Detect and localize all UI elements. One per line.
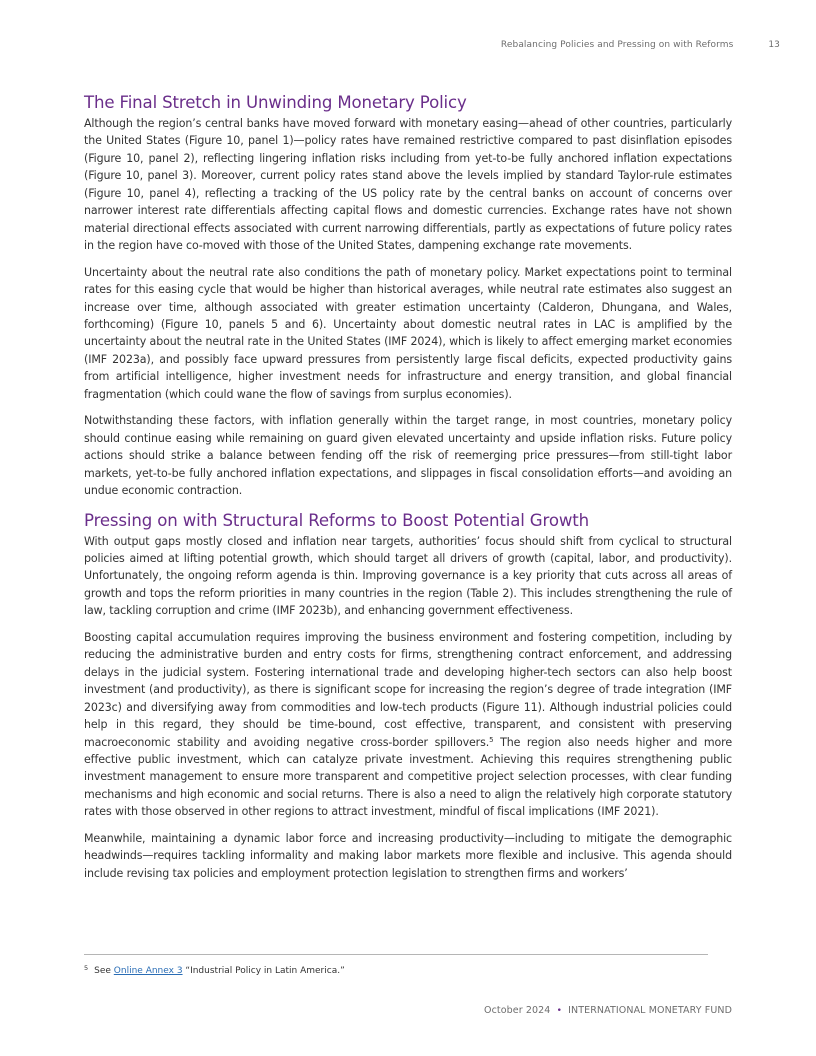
- paragraph-text-before-footnote: Boosting capital accumulation requires improving the business environment and fostering competition, including by reducing the administrative burden and entry costs for firms, strengthening contract enforcement, and addressing delays in the judicial system. Fostering international trade and developing higher-tech sectors can also help boost investment (and productivity), as there is significant scope for increasing the region’s degree of trade integration (IMF 2023c) and diversifying away from commodities and low-tech products (Figure 11). Although industrial policies could help in this regard, they should be time-bound, cost effective, transparent, and consistent with preserving macroeconomic stability and avoiding negative cross-border spillovers.: [84, 630, 732, 749]
- paragraph: With output gaps mostly closed and inflation near targets, authorities’ focus should shift from cyclical to structural policies aimed at lifting potential growth, which should target all drivers of growth (capital, labor, and productivity). Unfortunately, the ongoing reform agenda is thin. Improving governance is a key priority that cuts across all areas of growth and tops the reform priorities in many countries in the region (Table 2). This includes strengthening the rule of law, tackling corruption and crime (IMF 2023b), and enhancing government effectiveness.: [84, 534, 732, 618]
- footnote-reference[interactable]: 5: [489, 735, 494, 744]
- paragraph: Uncertainty about the neutral rate also conditions the path of monetary policy. Market expectations point to terminal rates for this easing cycle that would be higher than historical averages, while neutral rate estimates also suggest an increase over time, although associated with greater estimation uncertainty (Calderon, Dhungana, and Wales, forthcoming) (Figure 10, panels 5 and 6). Uncertainty about domestic neutral rates in LAC is amplified by the uncertainty about the neutral rate in the United States (IMF 2024), which is likely to affect emerging market economies (IMF 2023a), and possibly face upward pressures from persistently large fiscal deficits, expected productivity gains from artificial intelligence, higher investment needs for infrastructure and energy transition, and global financial fragmentation (which could wane the flow of savings from surplus economies).: [84, 265, 732, 401]
- page-footer: [484, 1005, 732, 1016]
- page-number: 13: [768, 40, 780, 50]
- paragraph-with-footnote: [84, 629, 732, 821]
- footer-organization: INTERNATIONAL MONETARY FUND: [568, 1005, 732, 1016]
- footnote-suffix: “Industrial Policy in Latin America.”: [182, 966, 345, 976]
- footnote-divider: [84, 954, 708, 955]
- footnote: [84, 962, 732, 977]
- footnote-marker: 5: [84, 964, 89, 972]
- running-title: Rebalancing Policies and Pressing on with Reforms: [500, 40, 734, 50]
- paragraph: Notwithstanding these factors, with inflation generally within the target range, in most countries, monetary policy should continue easing while remaining on guard given elevated uncertainty and upside inflation risks. Future policy actions should strike a balance between fending off the risk of reemerging price pressures—from still-tight labor markets, yet-to-be fully anchored inflation expectations, and slippages in fiscal consolidation efforts—and avoiding an undue economic contraction.: [84, 414, 732, 498]
- paragraph: Although the region’s central banks have moved forward with monetary easing—ahead of other countries, particularly the United States (Figure 10, panel 1)—policy rates have remained restrictive compared to past disinflation episodes (Figure 10, panel 2), reflecting lingering inflation risks including from yet-to-be fully anchored inflation expectations (Figure 10, panel 3). Moreover, current policy rates stand above the levels implied by standard Taylor-rule estimates (Figure 10, panel 4), reflecting a tracking of the US policy rate by the central banks on account of concerns over narrower interest rate differentials affecting capital flows and domestic currencies. Exchange rates have not shown material directional effects associated with current narrowing differentials, partly as expectations of future policy rates in the region have co-moved with those of the United States, dampening exchange rate movements.: [84, 117, 732, 253]
- section-heading-structural-reforms: Pressing on with Structural Reforms to Boost Potential Growth: [84, 510, 589, 530]
- section-heading-monetary-policy: The Final Stretch in Unwinding Monetary Policy: [84, 93, 467, 112]
- running-header: [84, 40, 780, 54]
- paragraph: Meanwhile, maintaining a dynamic labor force and increasing productivity—including to mitigate the demographic headwinds—requires tackling informality and making labor markets more flexible and inclusive. This agenda should include revising tax policies and employment protection legislation to strengthen firms and workers’: [84, 831, 732, 880]
- footnote-prefix: See: [94, 966, 114, 976]
- online-annex-link[interactable]: Online Annex 3: [113, 966, 183, 976]
- footer-bullet: •: [556, 1006, 562, 1016]
- page-body: [84, 91, 732, 882]
- footer-date: October 2024: [484, 1005, 551, 1016]
- paragraph-text-after-footnote: The region also needs higher and more effective public investment, which can catalyze private investment. Achieving this requires strengthening public investment management to ensure more transparent and competitive project selection processes, with clear funding mechanisms and high economic and social returns. There is also a need to align the relatively high corporate statutory rates with those observed in other regions to attract investment, mindful of fiscal implications (IMF 2021).: [84, 735, 732, 819]
